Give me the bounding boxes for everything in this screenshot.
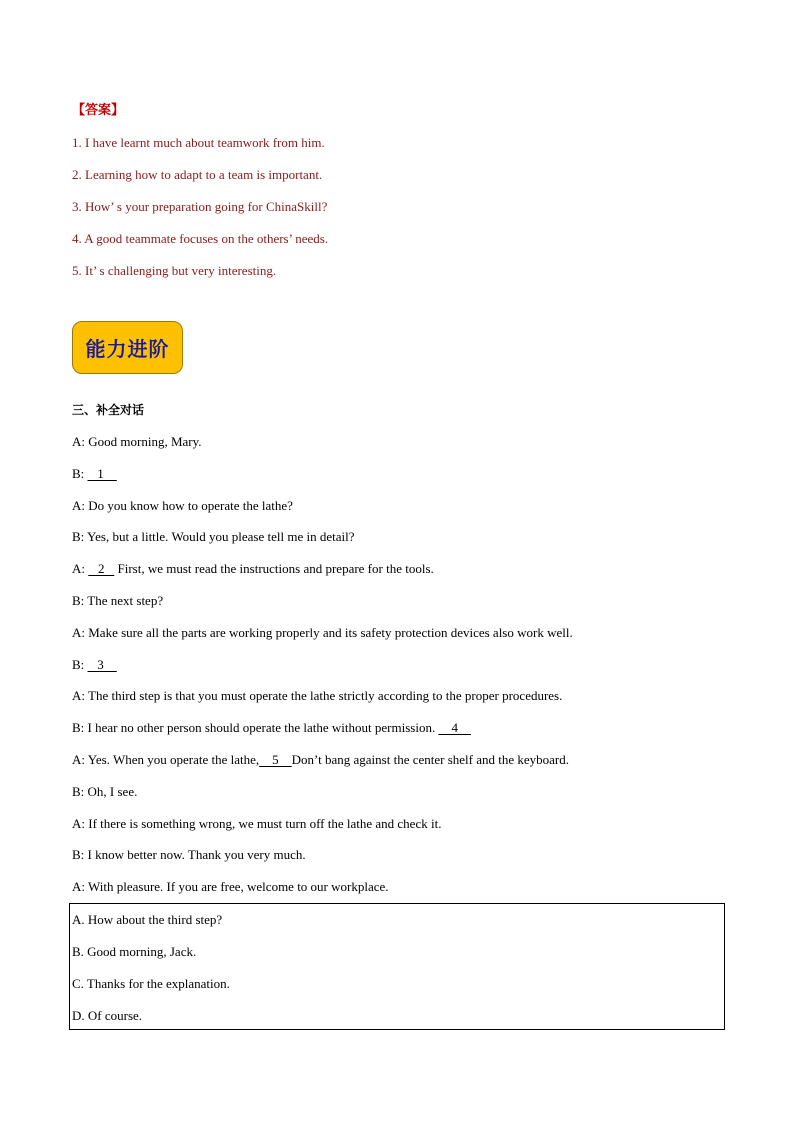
answer-blank[interactable]: 3 bbox=[87, 657, 117, 672]
answer-line-3: 3. How’ s your preparation going for ChinaSkill? bbox=[72, 199, 328, 214]
option-d: D. Of course. bbox=[72, 1008, 143, 1023]
answer-blank[interactable]: 2 bbox=[88, 561, 115, 576]
answer-line-4: 4. A good teammate focuses on the others’ needs. bbox=[72, 231, 329, 246]
dialogue-line bbox=[72, 625, 573, 641]
section-badge bbox=[72, 321, 183, 374]
answer-blank[interactable]: 5 bbox=[259, 752, 292, 767]
answer-blank[interactable]: 1 bbox=[87, 466, 117, 481]
dialogue-line bbox=[72, 752, 569, 768]
answer-line-5: 5. It’ s challenging but very interesting. bbox=[72, 263, 277, 278]
options-box bbox=[69, 903, 725, 1030]
dialogue-line bbox=[72, 498, 293, 514]
dialogue-text: A: Yes. When you operate the lathe, bbox=[72, 752, 260, 767]
dialogue-line bbox=[72, 847, 306, 863]
dialogue-text-after-blank: First, we must read the instructions and prepare for the tools. bbox=[114, 561, 434, 576]
dialogue-text: A: With pleasure. If you are free, welcome to our workplace. bbox=[72, 879, 389, 894]
dialogue-line bbox=[72, 784, 137, 800]
dialogue-text: B: bbox=[72, 657, 88, 672]
answer-line-1: 1. I have learnt much about teamwork from him. bbox=[72, 135, 325, 150]
dialogue-text: A: Do you know how to operate the lathe? bbox=[72, 498, 293, 513]
dialogue-line bbox=[72, 593, 163, 609]
dialogue-text: B: bbox=[72, 466, 88, 481]
dialogue-text: A: If there is something wrong, we must turn off the lathe and check it. bbox=[72, 816, 442, 831]
dialogue-line bbox=[72, 879, 389, 895]
dialogue-text: B: Yes, but a little. Would you please tell me in detail? bbox=[72, 529, 355, 544]
option-b: B. Good morning, Jack. bbox=[72, 944, 197, 959]
answer-heading: 【答案】 bbox=[72, 103, 125, 118]
option-a: A. How about the third step? bbox=[72, 912, 223, 927]
dialogue-line bbox=[72, 529, 355, 545]
dialogue-text: A: Good morning, Mary. bbox=[72, 434, 202, 449]
option-c: C. Thanks for the explanation. bbox=[72, 976, 230, 991]
dialogue-text: A: bbox=[72, 561, 89, 576]
answer-line-2: 2. Learning how to adapt to a team is important. bbox=[72, 167, 323, 182]
dialogue-text: A: The third step is that you must operate the lathe strictly according to the proper procedures. bbox=[72, 688, 563, 703]
dialogue-heading: 三、补全对话 bbox=[72, 403, 145, 417]
dialogue-text: B: I know better now. Thank you very much. bbox=[72, 847, 306, 862]
dialogue-line bbox=[72, 657, 117, 673]
dialogue-line bbox=[72, 720, 471, 736]
dialogue-line bbox=[72, 816, 441, 832]
dialogue-text-after-blank: Don’t bang against the center shelf and the keyboard. bbox=[291, 752, 570, 767]
dialogue-text: B: I hear no other person should operate the lathe without permission. bbox=[72, 720, 439, 735]
section-badge-label: 能力进阶 bbox=[85, 337, 170, 361]
dialogue-line bbox=[72, 688, 562, 704]
dialogue-text: A: Make sure all the parts are working properly and its safety protection devices also work well. bbox=[72, 625, 573, 640]
dialogue-text: B: The next step? bbox=[72, 593, 164, 608]
dialogue-text: B: Oh, I see. bbox=[72, 784, 138, 799]
dialogue-line bbox=[72, 561, 434, 577]
answer-blank[interactable]: 4 bbox=[438, 720, 471, 735]
dialogue-line bbox=[72, 434, 202, 450]
dialogue-line bbox=[72, 466, 117, 482]
